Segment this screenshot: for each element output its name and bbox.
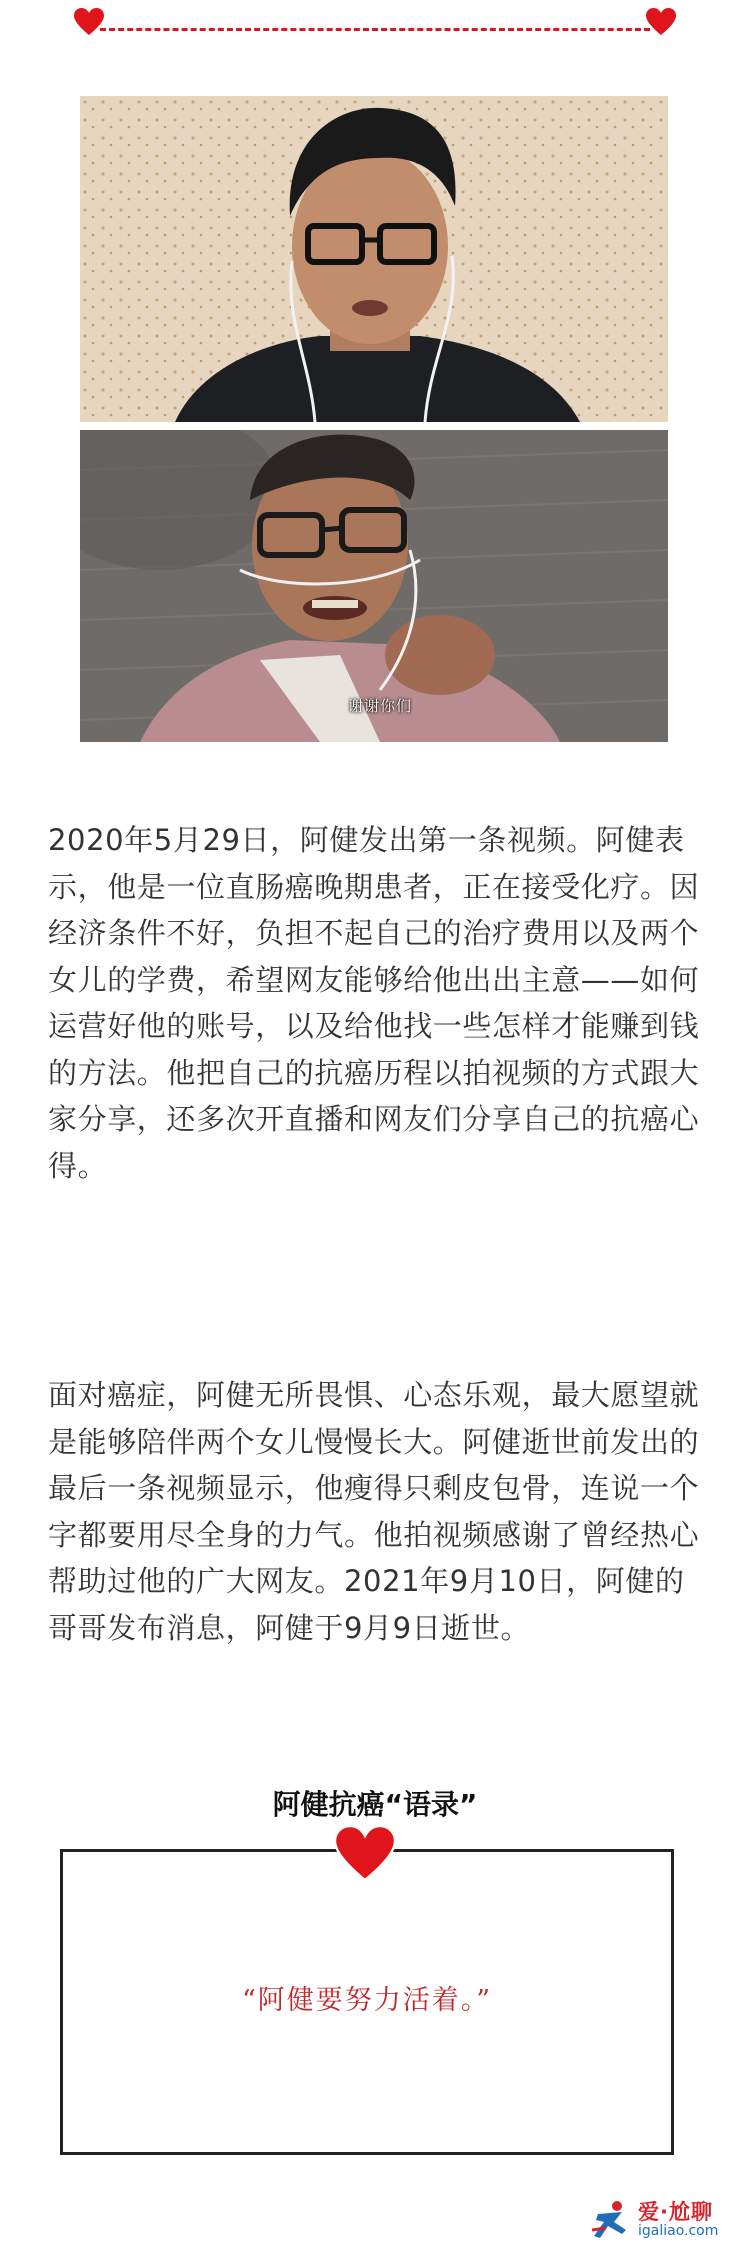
article-paragraph-2: 面对癌症，阿健无所畏惧、心态乐观，最大愿望就是能够陪伴两个女儿慢慢长大。阿健逝世前发出的最后一条视频显示，他瘦得只剩皮包骨，连说一个字都要用尽全身的力气。他拍视频感谢了曾经热心帮助过他的广大网友。2021年9月10日，阿健的哥哥发布消息，阿健于9月9日逝世。 [48,1378,700,1645]
top-divider [74,8,676,38]
heart-icon-right [646,8,676,36]
watermark-url: igaliao.com [638,2223,719,2239]
article-paragraph-1: 2020年5月29日，阿健发出第一条视频。阿健表示，他是一位直肠癌晚期患者，正在接受化疗。因经济条件不好，负担不起自己的治疗费用以及两个女儿的学费，希望网友能够给他出出主意——如何运营好他的账号，以及给他找一些怎样才能赚到钱的方法。他把自己的抗癌历程以拍视频的方式跟大家分享，还多次开直播和网友们分享自己的抗癌心得。 [48,823,700,1183]
photo-caption: 谢谢你们 [348,697,413,715]
video-photo-top [80,96,668,422]
section-title: 阿健抗癌“语录” [272,1788,478,1821]
heart-icon-quote [335,1826,395,1882]
watermark [592,2196,742,2244]
runner-logo-icon [592,2200,634,2240]
quote-text: “阿健要努力活着。” [241,1985,493,2016]
watermark-name: 爱·尬聊 [638,2200,713,2224]
dashed-line [100,28,650,31]
heart-icon-left [74,8,104,36]
